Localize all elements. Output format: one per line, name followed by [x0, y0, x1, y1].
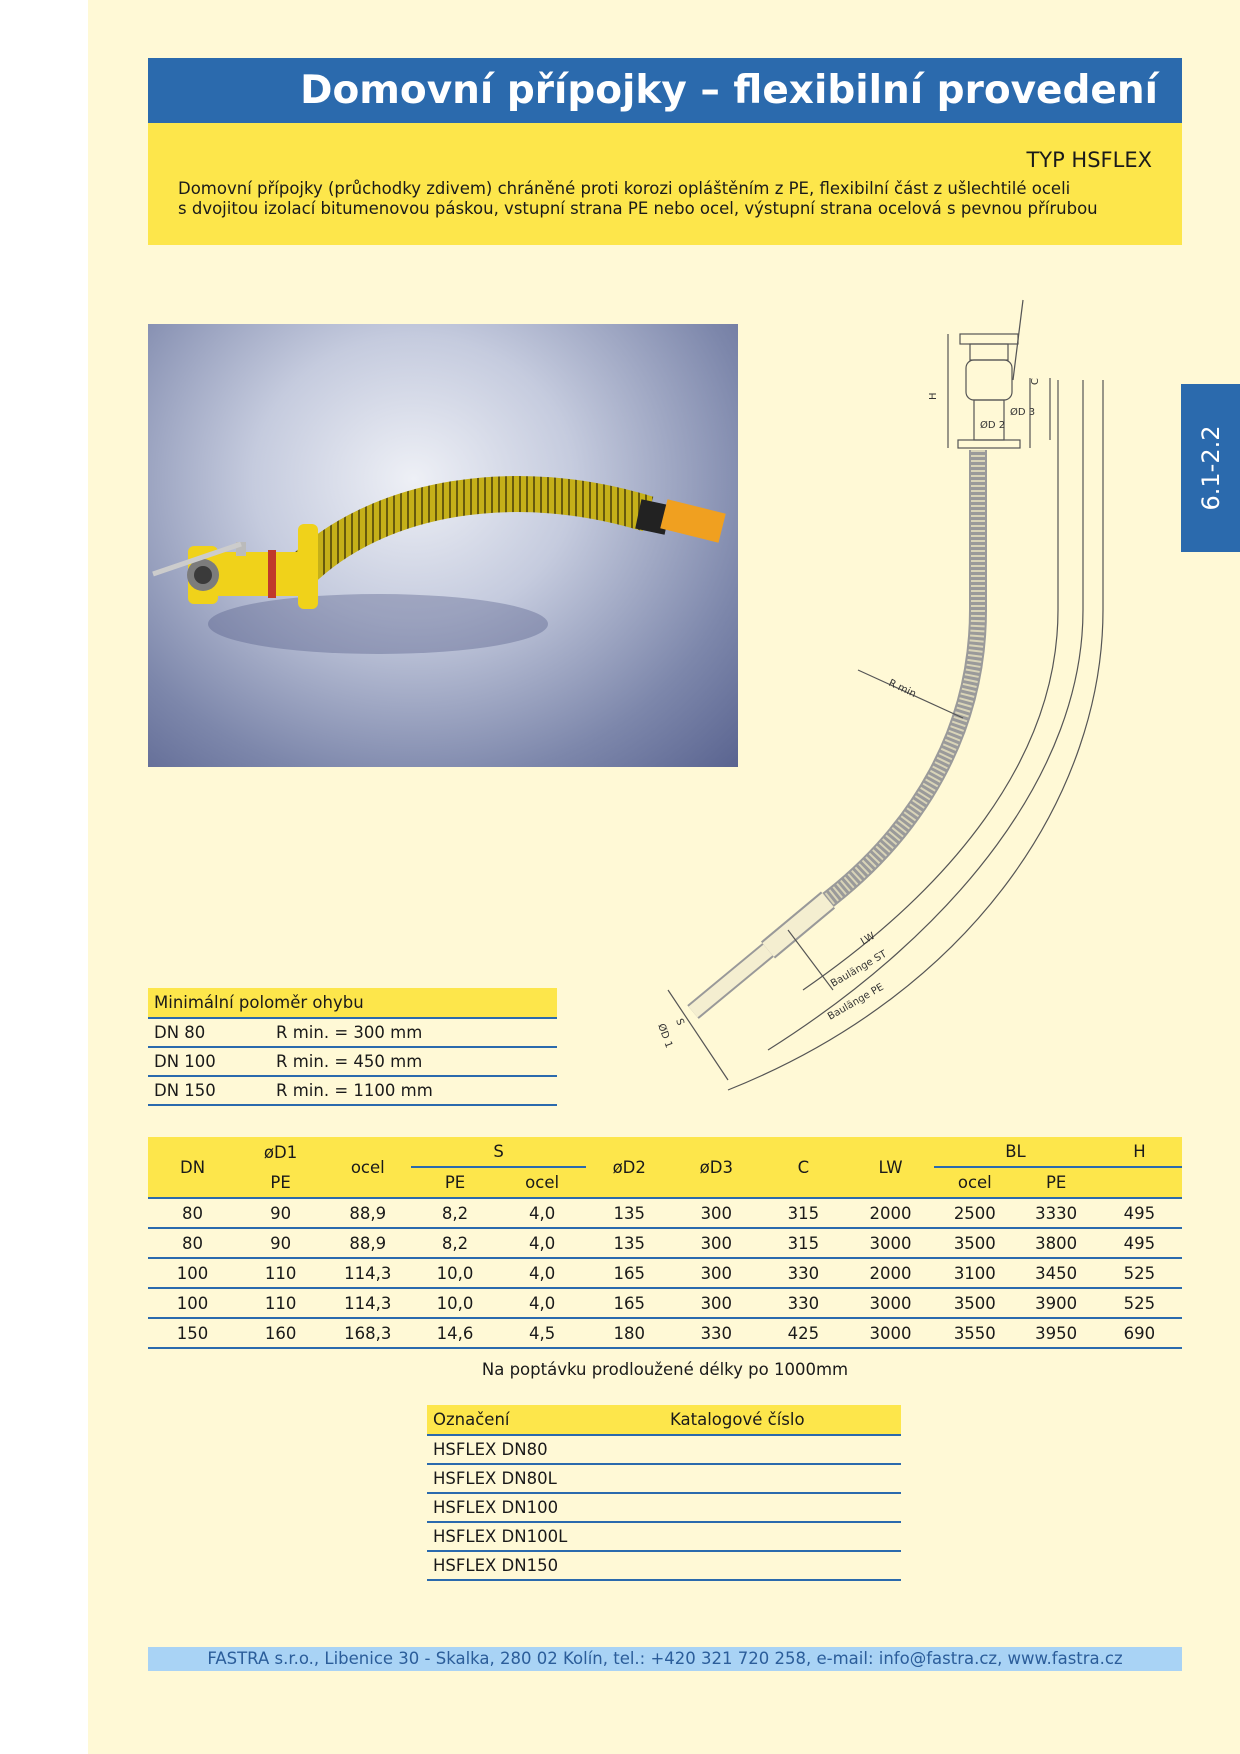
bending-radius-table	[148, 988, 557, 1106]
dim-lw: LW	[859, 930, 878, 948]
table-row	[427, 1493, 901, 1522]
table-cell: 3000	[847, 1288, 934, 1318]
col-bl-ocel: ocel	[934, 1167, 1015, 1198]
table-cell: 14,6	[411, 1318, 498, 1348]
table-cell: 2000	[847, 1198, 934, 1228]
col-d3: øD3	[673, 1137, 760, 1198]
table-cell: 3450	[1015, 1258, 1096, 1288]
table-cell: 110	[237, 1258, 324, 1288]
table-cell: 3550	[934, 1318, 1015, 1348]
radius-value: R min. = 300 mm	[270, 1018, 557, 1047]
table-cell: 90	[237, 1228, 324, 1258]
table-row	[427, 1551, 901, 1580]
table-cell: 100	[148, 1258, 237, 1288]
catalog-designation: HSFLEX DN100L	[427, 1522, 664, 1551]
catalog-designation: HSFLEX DN150	[427, 1551, 664, 1580]
table-cell: 315	[760, 1198, 847, 1228]
table-cell: 3500	[934, 1288, 1015, 1318]
table-cell: 330	[760, 1258, 847, 1288]
dim-rmin: R min	[886, 677, 918, 700]
catalog-number	[664, 1493, 901, 1522]
table-cell: 525	[1097, 1258, 1182, 1288]
col-designation: Označení	[427, 1405, 664, 1435]
col-d2: øD2	[586, 1137, 673, 1198]
table-cell: 90	[237, 1198, 324, 1228]
table-cell: 425	[760, 1318, 847, 1348]
radius-dn: DN 150	[148, 1076, 270, 1105]
dim-baulange-pe: Baulänge PE	[826, 981, 886, 1023]
table-row	[148, 1288, 1182, 1318]
table-cell: 495	[1097, 1198, 1182, 1228]
table-row	[427, 1435, 901, 1464]
table-cell: 80	[148, 1228, 237, 1258]
dim-h: H	[928, 392, 939, 400]
table-cell: 88,9	[324, 1198, 411, 1228]
table-cell: 180	[586, 1318, 673, 1348]
table-cell: 315	[760, 1228, 847, 1258]
col-d1-sub: PE	[237, 1167, 324, 1198]
col-h: H	[1097, 1137, 1182, 1167]
table-cell: 160	[237, 1318, 324, 1348]
table-cell: 114,3	[324, 1288, 411, 1318]
col-c: C	[760, 1137, 847, 1198]
catalog-table	[427, 1405, 901, 1581]
table-cell: 4,0	[499, 1288, 586, 1318]
page-title: Domovní přípojky – flexibilní provedení	[148, 58, 1182, 123]
table-row	[427, 1522, 901, 1551]
table-cell: 100	[148, 1288, 237, 1318]
extended-length-note: Na poptávku prodloužené délky po 1000mm	[481, 1360, 849, 1379]
col-s-pe: PE	[411, 1167, 498, 1198]
table-cell: 300	[673, 1198, 760, 1228]
table-cell: 114,3	[324, 1258, 411, 1288]
table-cell: 80	[148, 1198, 237, 1228]
catalog-designation: HSFLEX DN100	[427, 1493, 664, 1522]
table-row	[148, 1047, 557, 1076]
table-cell: 300	[673, 1228, 760, 1258]
table-row	[148, 1318, 1182, 1348]
dim-d3: ØD 3	[1010, 407, 1036, 418]
product-description	[178, 179, 1098, 219]
table-cell: 300	[673, 1288, 760, 1318]
table-cell: 525	[1097, 1288, 1182, 1318]
table-cell: 330	[760, 1288, 847, 1318]
table-row	[148, 1228, 1182, 1258]
dim-s: S	[673, 1017, 686, 1028]
dim-d1: ØD 1	[655, 1022, 675, 1050]
table-row	[148, 1076, 557, 1105]
table-row	[148, 1198, 1182, 1228]
company-footer: FASTRA s.r.o., Libenice 30 - Skalka, 280 02 Kolín, tel.: +420 321 720 258, e-mail: info@fastra.cz, www.fastra.cz	[148, 1647, 1182, 1671]
dim-c: C	[1030, 378, 1041, 385]
table-cell: 4,0	[499, 1228, 586, 1258]
col-s: S	[411, 1137, 585, 1167]
table-cell: 165	[586, 1258, 673, 1288]
description-line-2: s dvojitou izolací bitumenovou páskou, vstupní strana PE nebo ocel, výstupní strana ocelová s pevnou přírubou	[178, 199, 1098, 218]
table-cell: 4,0	[499, 1258, 586, 1288]
table-cell: 2500	[934, 1198, 1015, 1228]
table-cell: 8,2	[411, 1228, 498, 1258]
dim-d2: ØD 2	[980, 420, 1006, 431]
table-cell: 4,0	[499, 1198, 586, 1228]
radius-value: R min. = 1100 mm	[270, 1076, 557, 1105]
table-cell: 150	[148, 1318, 237, 1348]
table-row	[148, 1258, 1182, 1288]
table-cell: 2000	[847, 1258, 934, 1288]
table-cell: 3950	[1015, 1318, 1096, 1348]
table-cell: 10,0	[411, 1288, 498, 1318]
table-cell: 300	[673, 1258, 760, 1288]
table-cell: 3330	[1015, 1198, 1096, 1228]
table-cell: 168,3	[324, 1318, 411, 1348]
table-cell: 10,0	[411, 1258, 498, 1288]
table-cell: 3000	[847, 1318, 934, 1348]
header-info-box	[148, 123, 1182, 245]
table-cell: 3800	[1015, 1228, 1096, 1258]
catalog-designation: HSFLEX DN80	[427, 1435, 664, 1464]
description-line-1: Domovní přípojky (průchodky zdivem) chráněné proti korozi opláštěním z PE, flexibilní část z ušlechtilé oceli	[178, 179, 1071, 198]
table-cell: 135	[586, 1228, 673, 1258]
table-cell: 495	[1097, 1228, 1182, 1258]
col-d1: øD1	[237, 1137, 324, 1167]
col-s-ocel: ocel	[499, 1167, 586, 1198]
catalog-number	[664, 1551, 901, 1580]
col-h-empty	[1097, 1167, 1182, 1198]
dimension-table	[148, 1137, 1182, 1349]
table-cell: 3500	[934, 1228, 1015, 1258]
technical-drawing	[618, 290, 1198, 1110]
col-dn: DN	[148, 1137, 237, 1198]
table-cell: 690	[1097, 1318, 1182, 1348]
table-cell: 110	[237, 1288, 324, 1318]
dim-baulange-st: Baulänge ST	[829, 948, 889, 990]
table-cell: 165	[586, 1288, 673, 1318]
table-cell: 3900	[1015, 1288, 1096, 1318]
section-number: 6.1-2.2	[1196, 425, 1225, 511]
catalog-designation: HSFLEX DN80L	[427, 1464, 664, 1493]
table-row	[427, 1464, 901, 1493]
col-lw: LW	[847, 1137, 934, 1198]
catalog-number	[664, 1464, 901, 1493]
table-cell: 3100	[934, 1258, 1015, 1288]
table-row	[148, 1018, 557, 1047]
table-cell: 3000	[847, 1228, 934, 1258]
radius-table-title: Minimální poloměr ohybu	[148, 988, 557, 1018]
col-catalog-number: Katalogové číslo	[664, 1405, 901, 1435]
table-cell: 135	[586, 1198, 673, 1228]
catalog-page	[88, 0, 1240, 1754]
radius-dn: DN 100	[148, 1047, 270, 1076]
table-cell: 330	[673, 1318, 760, 1348]
catalog-number	[664, 1522, 901, 1551]
col-ocel: ocel	[324, 1137, 411, 1198]
catalog-number	[664, 1435, 901, 1464]
col-bl: BL	[934, 1137, 1097, 1167]
radius-value: R min. = 450 mm	[270, 1047, 557, 1076]
table-cell: 4,5	[499, 1318, 586, 1348]
product-type: TYP HSFLEX	[1026, 148, 1152, 172]
radius-dn: DN 80	[148, 1018, 270, 1047]
table-cell: 8,2	[411, 1198, 498, 1228]
table-cell: 88,9	[324, 1228, 411, 1258]
col-bl-pe: PE	[1015, 1167, 1096, 1198]
